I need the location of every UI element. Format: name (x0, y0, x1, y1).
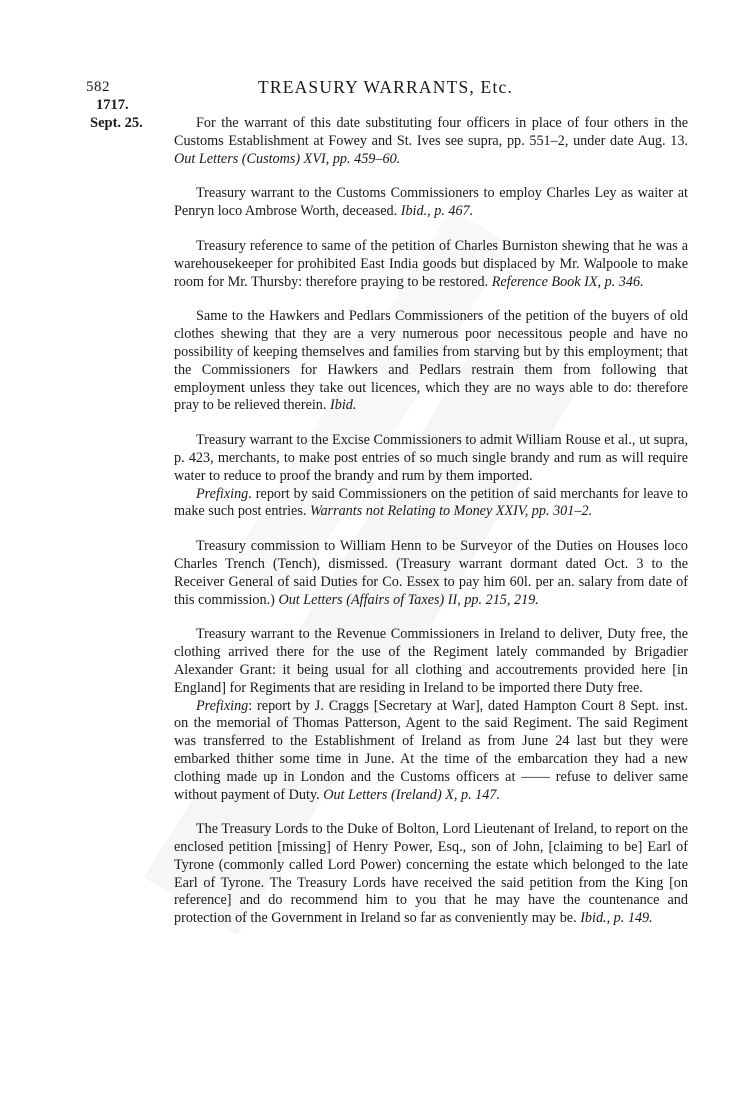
paragraph-text: Treasury warrant to the Excise Commissioners to admit William Rouse et al., ut supra, p. 423, merchants, to make post entries of so much single brandy and rum as will require water to reduce to proof the brandy and rum by them imported. (174, 432, 688, 484)
paragraph-text: Treasury commission to William Henn to be Surveyor of the Duties on Houses loco Charles Trench (Tench), dismissed. (Treasury warrant dormant dated Oct. 3 to the Receiver General of said Duties for Co. Essex to pay him 60l. per an. salary from date of this commission.) (174, 538, 688, 608)
paragraph (174, 626, 688, 697)
paragraph-text: Same to the Hawkers and Pedlars Commissioners of the petition of the buyers of old clothes shewing that they are a very numerous poor necessitous people and have no possibility of keeping themselves and families from starving but by this employment; that the Commissioners for Hawkers and Pedlars restrain them from following that employment unless they take out licences, which they are no ways able to do: therefore pray to be relieved therein. (174, 308, 688, 414)
citation: Ibid., p. 149. (580, 910, 653, 927)
citation: Out Letters (Customs) XVI, pp. 459–60. (174, 150, 401, 167)
paragraph (174, 486, 688, 522)
paragraph-text: : report by J. Craggs [Secretary at War], dated Hampton Court 8 Sept. inst. on the memorial of Thomas Patterson, Agent to the said Regiment. The said Regiment was transferred to the Establishment of Ireland as from June 24 last but they were embarked thither some time in June. At the time of the embarcation they had a new clothing made up in London and the Customs officers at —— refuse to deliver same without payment of Duty. (174, 697, 688, 803)
paragraph (174, 698, 688, 805)
citation: Ibid., p. 467. (400, 203, 474, 220)
paragraph (174, 185, 688, 221)
citation: Ibid. (330, 397, 357, 414)
paragraph (174, 308, 688, 415)
paragraph-text: The Treasury Lords to the Duke of Bolton, Lord Lieutenant of Ireland, to report on the enclosed petition [missing] of Henry Power, Esq., son of John, [claiming to be] Earl of Tyrone (commonly called Lord Power) concerning the estate which belonged to the late Earl of Tyrone. The Treasury Lords have received the said petition from the King [on reference] and do recommend him to you that he may have the countenance and protection of the Government in Ireland so far as conveniently may be. (174, 821, 688, 927)
page-body (174, 115, 688, 928)
paragraph-text: . report by said Commissioners on the petition of said merchants for leave to make such post entries. (174, 485, 688, 520)
paragraph-text: Treasury warrant to the Customs Commissioners to employ Charles Ley as waiter at Penryn loco Ambrose Worth, deceased. (174, 185, 688, 220)
running-title: TREASURY WARRANTS, Etc. (257, 77, 514, 97)
paragraph-text: For the warrant of this date substituting four officers in place of four others in the Customs Establishment at Fowey and St. Ives see supra, pp. 551–2, under date Aug. 13. (174, 115, 688, 149)
paragraph (174, 432, 688, 485)
margin-year: 1717. (96, 97, 129, 113)
prefixing-label: Prefixing (196, 485, 249, 502)
margin-date: Sept. 25. (90, 115, 143, 131)
paragraph-text: Treasury reference to same of the petition of Charles Burniston shewing that he was a warehousekeeper for prohibited East India goods but displaced by Mr. Walpoole to make room for Mr. Thursby: therefore praying to be restored. (174, 237, 688, 290)
paragraph (174, 115, 688, 168)
paragraph-text: Treasury warrant to the Revenue Commissioners in Ireland to deliver, Duty free, the clothing arrived there for the use of the Regiment lately commanded by Brigadier Alexander Grant: it being usual for all clothing and accoutrements provided here [in England] for Regiments that are residing in Ireland to be imported there Duty free. (174, 626, 688, 696)
citation: Out Letters (Ireland) X, p. 147. (323, 786, 501, 803)
paragraph (174, 538, 688, 609)
paragraph (174, 821, 688, 928)
citation: Out Letters (Affairs of Taxes) II, pp. 215, 219. (278, 591, 539, 608)
prefixing-label: Prefixing (196, 697, 249, 714)
page-number: 582 (86, 79, 110, 95)
paragraph (174, 238, 688, 291)
citation: Warrants not Relating to Money XXIV, pp. 301–2. (309, 503, 593, 520)
citation: Reference Book IX, p. 346. (491, 273, 644, 290)
